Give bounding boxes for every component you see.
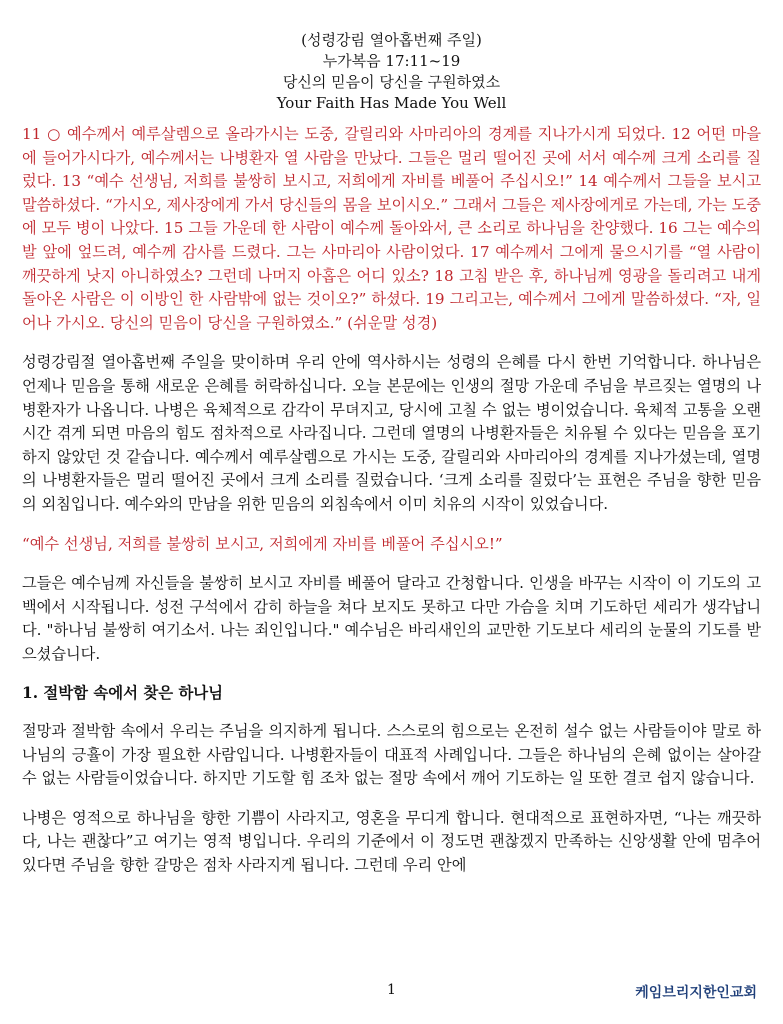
paragraph-intro: 성령강림절 열아홉번째 주일을 맞이하며 우리 안에 역사하시는 성령의 은혜를 다시 한번 기억합니다. 하나님은 언제나 믿음을 통해 새로운 은혜를 허락하십니다. 오늘 본문에는 인생의 절망 가운데 주님을 부르짖는 열명의 나병환자가 나옵니다. 나병은 육체적으로 감각이 무뎌지고, 당시에 고칠 수 없는 병이었습니다. 육체적 고통을 오랜 시간 겪게 되면 마음의 힘도 점차적으로 사라집니다. 그런데 열명의 나병환자들은 치유될 수 있다는 믿음을 포기하지 않았던 것 같습니다. 예수께서 예루살렘으로 가시는 도중, 갈릴리와 사마리아의 경계를 지나가셨는데, 열명의 나병환자들은 멀리 떨어진 곳에서 크게 소리를 질렀습니다. ‘크게 소리를 질렀다’는 표현은 주님을 향한 믿음의 외침입니다. 예수와의 만남을 위한 믿음의 외침속에서 이미 치유의 시작이 있었습니다. — [22, 353, 761, 513]
church-name: 케임브리지한인교회 — [635, 985, 757, 1001]
sermon-header — [22, 30, 761, 114]
sermon-title-korean: 당신의 믿음이 당신을 구원하였소 — [282, 73, 501, 91]
section-heading-1: 1. 절박함 속에서 찾은 하나님 — [22, 684, 224, 703]
page-number: 1 — [387, 982, 396, 998]
highlighted-quote: “예수 선생님, 저희를 불쌍히 보시고, 저희에게 자비를 베풀어 주십시오!” — [22, 534, 503, 553]
paragraph-spiritual-leprosy: 나병은 영적으로 하나님을 향한 기쁨이 사라지고, 영혼을 무디게 합니다. 현대적으로 표현하자면, “나는 깨끗하다, 나는 괜찮다”고 여기는 영적 병입니다. 우리의 기준에서 이 정도면 괜찮겠지 만족하는 신앙생활 안에 멈추어 있다면 주님을 향한 갈망은 점차 사라지게 됩니다. 그런데 우리 안에 — [22, 808, 761, 875]
scripture-reference: 누가복음 17:11~19 — [322, 52, 461, 70]
page-footer — [0, 982, 783, 1006]
paragraph-prayer: 그들은 예수님께 자신들을 불쌍히 보시고 자비를 베풀어 달라고 간청합니다. 인생을 바꾸는 시작이 이 기도의 고백에서 시작됩니다. 성전 구석에서 감히 하늘을 쳐다 보지도 못하고 다만 가슴을 치며 기도하던 세리가 생각납니다. "하나님 불쌍히 여기소서. 나는 죄인입니다." 예수님은 바리새인의 교만한 기도보다 세리의 눈물의 기도를 받으셨습니다. — [22, 574, 761, 663]
occasion-line: (성령강림 열아홉번째 주일) — [301, 31, 482, 49]
scripture-passage: 11 ○ 예수께서 예루살렘으로 올라가시는 도중, 갈릴리와 사마리아의 경계를 지나가시게 되었다. 12 어떤 마을에 들어가시다가, 예수께서는 나병환자 열 사람을 만났다. 그들은 멀리 떨어진 곳에 서서 예수께 크게 소리를 질렀다. 13 “예수 선생님, 저희를 불쌍히 보시고, 저희에게 자비를 베풀어 주십시오!” 14 예수께서 그들을 보시고 말씀하셨다. “가시오, 제사장에게 가서 당신들의 몸을 보이시오.” 그래서 그들은 제사장에게로 가는데, 가는 도중에 모두 병이 나았다. 15 그들 가운데 한 사람이 예수께 돌아와서, 큰 소리로 하나님을 찬양했다. 16 그는 예수의 발 앞에 엎드려, 예수께 감사를 드렸다. 그는 사마리아 사람이었다. 17 예수께서 그에게 물으시기를 “열 사람이 깨끗하게 낫지 아니하였소? 그런데 나머지 아홉은 어디 있소? 18 고침 받은 후, 하나님께 영광을 돌리려고 내게 돌아온 사람은 이 이방인 한 사람밖에 없는 것이오?” 하셨다. 19 그리고는, 예수께서 그에게 말씀하셨다. “자, 일어나 가시오. 당신의 믿음이 당신을 구원하였소.” (쉬운말 성경) — [22, 125, 761, 332]
paragraph-desperation: 절망과 절박함 속에서 우리는 주님을 의지하게 됩니다. 스스로의 힘으로는 온전히 설수 없는 사람들이야 말로 하나님의 긍휼이 가장 필요한 사람입니다. 나병환자들이 대표적 사례입니다. 그들은 하나님의 은혜 없이는 살아갈 수 없는 사람들이었습니다. 하지만 기도할 힘 조차 없는 절망 속에서 깨어 기도하는 일 또한 결코 쉽지 않습니다. — [22, 722, 761, 788]
sermon-title-english: Your Faith Has Made You Well — [276, 94, 507, 112]
